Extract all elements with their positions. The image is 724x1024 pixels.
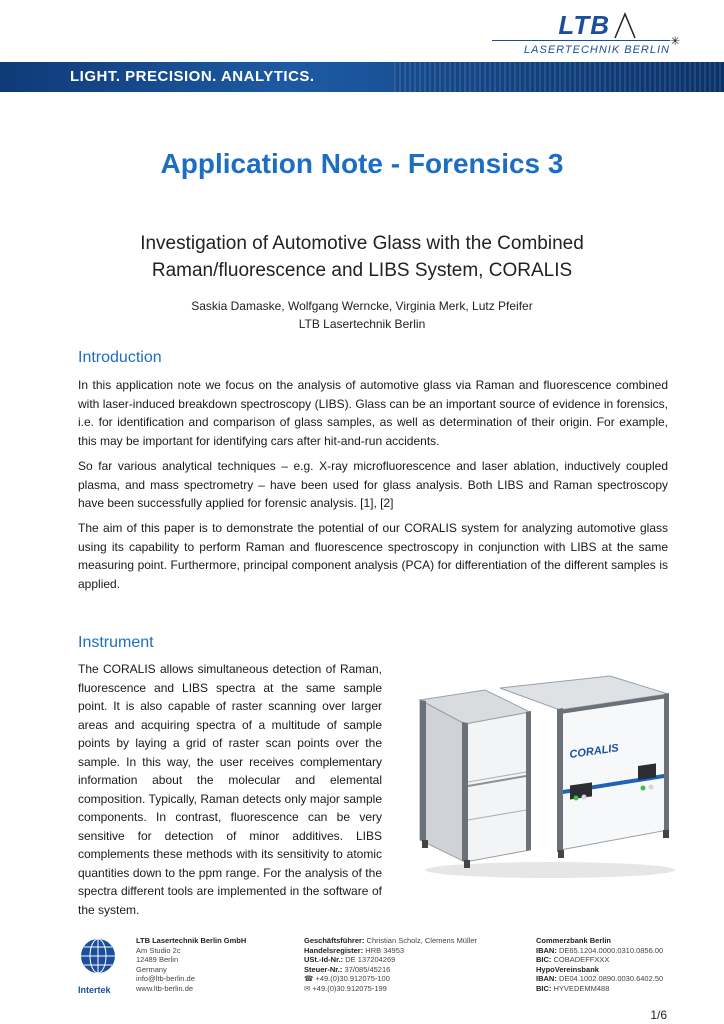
iban-label-2: IBAN:: [536, 974, 557, 984]
iban-label-1: IBAN:: [536, 945, 557, 955]
authors-block: [0, 297, 724, 333]
footer-company: [136, 936, 286, 994]
management-value: Christian Scholz, Clemens Müller: [366, 936, 477, 945]
globe-icon: [78, 936, 118, 980]
bic-label-2: BIC:: [536, 983, 552, 993]
fax-icon: ✉: [304, 983, 311, 993]
logo-star-icon: ✳: [669, 34, 680, 48]
register-value: HRB 34953: [365, 945, 405, 955]
logo-underline: [492, 40, 670, 41]
introduction-paragraph-2: So far various analytical techniques – e.g. X-ray microfluorescence and laser ablation, inductively coupled plasma, and mass spectrometry – have been used for glass analysis. Both LIBS and Raman spectroscopy have been successfully applied for forensic analysis. [1], [2]: [78, 459, 668, 510]
logo-peak-icon: [614, 12, 636, 40]
register-label: Handelsregister:: [304, 945, 364, 955]
device-label: CORALIS: [568, 742, 620, 761]
company-address-2: 12489 Berlin: [136, 955, 179, 965]
iban-value-2: DE04.1002.0890.0030.6402.50: [558, 974, 664, 984]
fax-number: +49.(0)30.912075-199: [312, 983, 387, 993]
author-affiliation: LTB Lasertechnik Berlin: [298, 317, 426, 331]
introduction-heading: Introduction: [78, 349, 162, 366]
tax-value: 37/085/45216: [344, 964, 391, 974]
header-banner: [0, 62, 724, 92]
bic-value-2: HYVEDEMM488: [553, 983, 610, 993]
certification-label: Intertek: [78, 985, 111, 995]
company-address-1: Am Studio 2c: [136, 945, 181, 955]
page-number: 1/6: [650, 1008, 667, 1022]
introduction-paragraph-3: The aim of this paper is to demonstrate the potential of our CORALIS system for analyzing automotive glass using its capability to perform Raman and fluorescence spectroscopy in conjunction with LIBS at the same measuring point. Furthermore, principal component analysis (PCA) for differentiation of the different samples is applied.: [78, 521, 668, 591]
bic-value-1: COBADEFFXXX: [553, 955, 610, 965]
introduction-paragraph-1: In this application note we focus on the analysis of automotive glass via Raman and fluorescence combined with laser-induced breakdown spectroscopy (LIBS). Glass can be an important source of evidence in forensics, i.e. for identification and comparison of glass samples, as well as determination of their origin. For example, this may be important for identifying cars after hit-and-run accidents.: [78, 378, 668, 448]
footer-bank: [536, 936, 686, 994]
instrument-paragraph: The CORALIS allows simultaneous detection of Raman, fluorescence and LIBS spectra at the same sample point. It is also capable of raster scanning over larger areas and acquiring spectra of a multitude of sample points by laying a grid of raster scan points over the sample. In this way, the user receives complementary information about the molecular and elemental composition. Typically, Raman detects only major sample components. In contrast, fluorescence can be very sensitive for detection of minor additives. LIBS complements these methods with its sensitivity to atomic quantities down to the ppm range. For the analysis of the spectra different tools are implemented in the software of the system.: [78, 662, 382, 917]
instrument-heading: Instrument: [78, 634, 154, 651]
tax-label: Steuer-Nr.:: [304, 964, 343, 974]
certification-badge: [78, 936, 122, 996]
vat-label: USt.-Id-Nr.:: [304, 955, 344, 965]
footer-management: [304, 936, 504, 994]
banner-stripes: [394, 62, 724, 92]
company-email[interactable]: info@ltb-berlin.de: [136, 974, 195, 984]
management-label: Geschäftsführer:: [304, 936, 365, 945]
logo-sub-text: LASERTECHNIK BERLIN: [524, 44, 670, 56]
vat-value: DE 137204269: [345, 955, 396, 965]
bic-label-1: BIC:: [536, 955, 552, 965]
phone-icon: ☎: [304, 974, 314, 984]
iban-value-1: DE65.1204.0000.0310.0856.00: [558, 945, 664, 955]
company-name: LTB Lasertechnik Berlin GmbH: [136, 936, 247, 945]
ltb-logo: [490, 10, 680, 60]
banner-tagline: LIGHT. PRECISION. ANALYTICS.: [70, 68, 315, 85]
page-subtitle: Investigation of Automotive Glass with the Combined Raman/fluorescence and LIBS System, CORALIS: [140, 233, 584, 281]
coralis-instrument-image: [410, 670, 676, 880]
company-website[interactable]: www.ltb-berlin.de: [136, 983, 194, 993]
bank-name-2: HypoVereinsbank: [536, 964, 599, 974]
phone-number: +49.(0)30.912075-100: [315, 974, 390, 984]
page-title: Application Note - Forensics 3: [160, 148, 564, 179]
logo-main-text: LTB: [558, 10, 610, 40]
author-names: Saskia Damaske, Wolfgang Werncke, Virginia Merk, Lutz Pfeifer: [191, 299, 533, 313]
company-address-3: Germany: [136, 964, 167, 974]
bank-name-1: Commerzbank Berlin: [536, 936, 612, 945]
page-footer: [78, 936, 678, 1000]
